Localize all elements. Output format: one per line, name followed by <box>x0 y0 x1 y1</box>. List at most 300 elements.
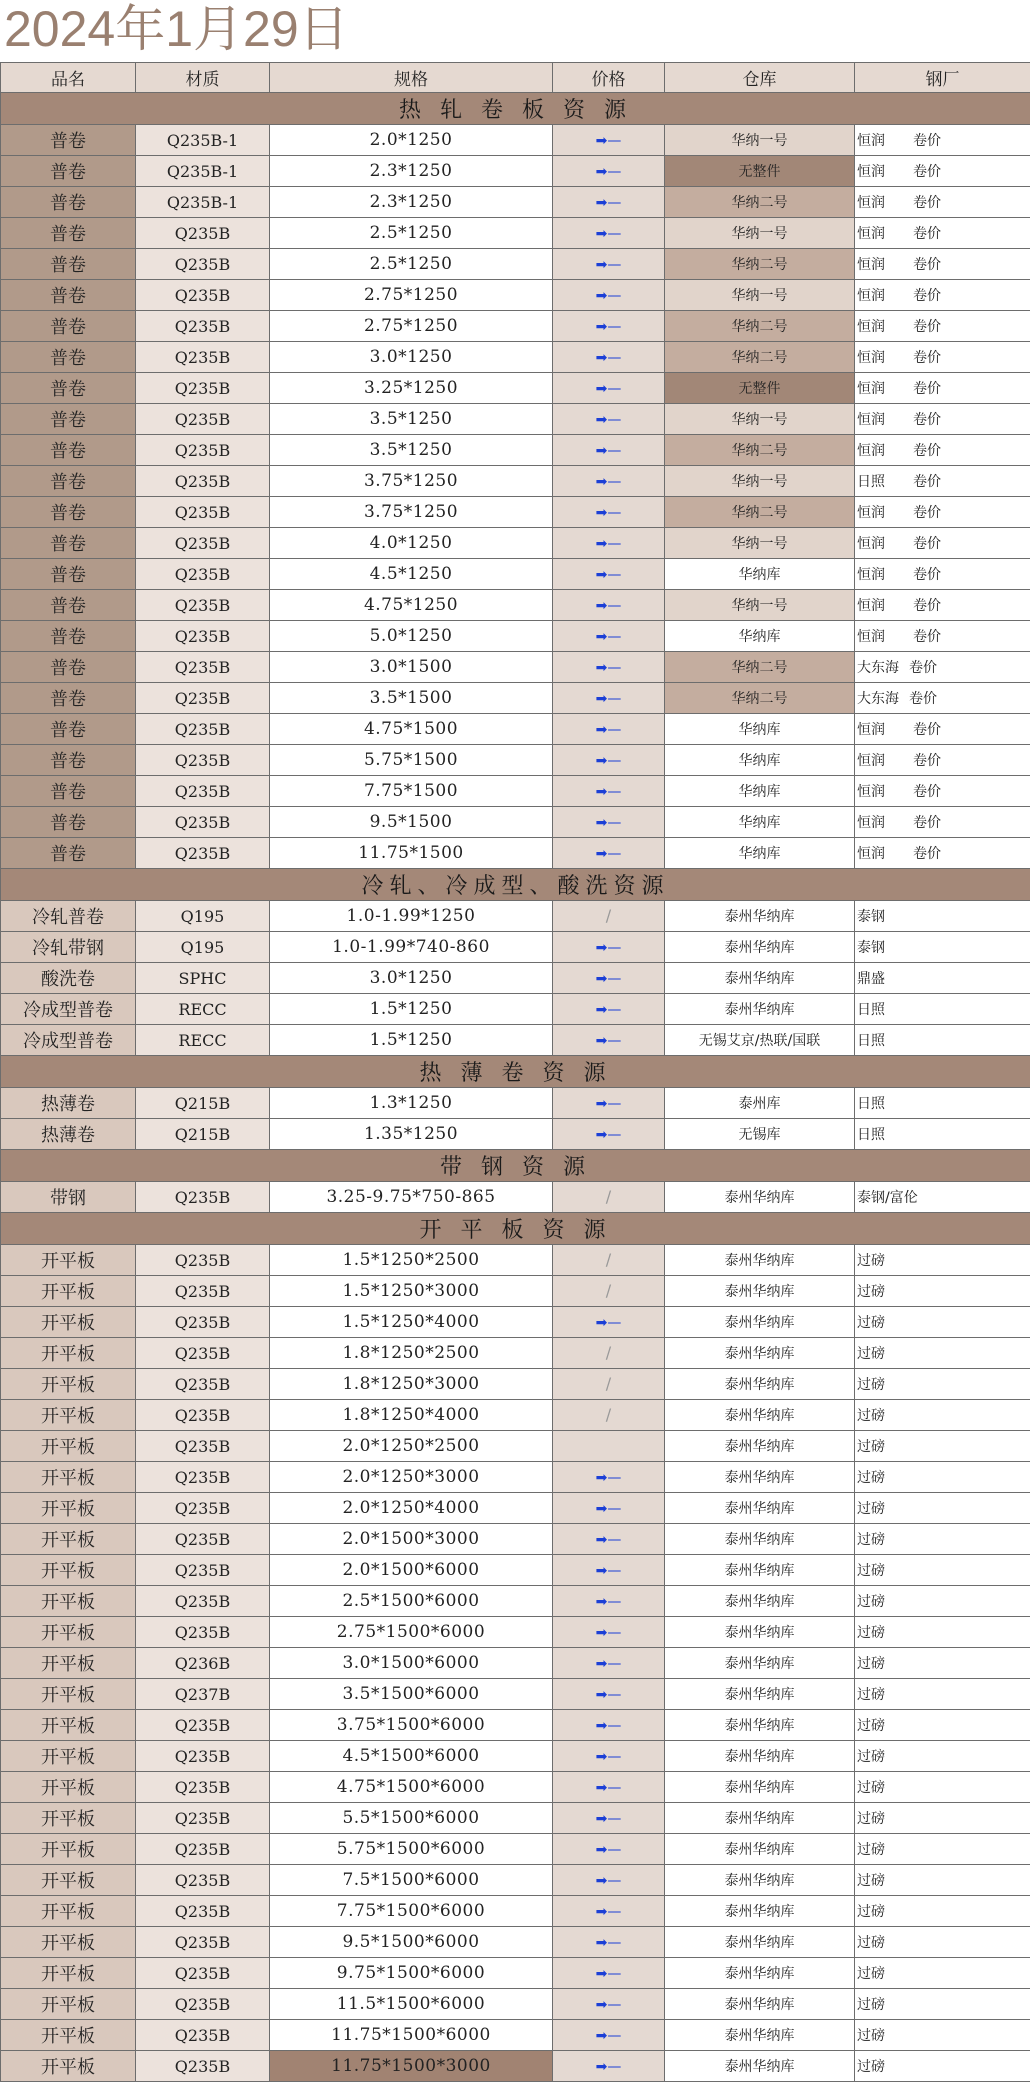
mill-cell <box>855 776 1030 807</box>
spec-cell: 11.75*1500*3000 <box>270 2051 553 2082</box>
table-row <box>1 1648 1030 1679</box>
warehouse-cell: 无锡艾京/热联/国联 <box>665 1025 855 1056</box>
arrow-right-icon: ➡ <box>596 288 608 304</box>
price-cell <box>553 1803 665 1834</box>
material-cell: Q235B <box>136 1958 270 1989</box>
price-basis: 卷价 <box>913 195 941 211</box>
warehouse-cell: 华纳一号 <box>665 528 855 559</box>
material-cell: Q235B <box>136 1927 270 1958</box>
material-cell: Q235B <box>136 559 270 590</box>
spec-cell: 3.0*1500*6000 <box>270 1648 553 1679</box>
table-row <box>1 1710 1030 1741</box>
mill-cell <box>855 1679 1030 1710</box>
product-name-cell: 开平板 <box>1 1338 136 1369</box>
material-cell: Q235B <box>136 807 270 838</box>
arrow-right-icon: ➡ <box>596 1033 608 1049</box>
warehouse-cell: 华纳二号 <box>665 249 855 280</box>
dash-icon: — <box>607 1687 621 1703</box>
warehouse-cell: 泰州华纳库 <box>665 1307 855 1338</box>
mill-cell <box>855 187 1030 218</box>
table-row <box>1 187 1030 218</box>
table-row <box>1 559 1030 590</box>
product-name-cell: 普卷 <box>1 683 136 714</box>
product-name-cell: 普卷 <box>1 342 136 373</box>
spec-cell: 7.5*1500*6000 <box>270 1865 553 1896</box>
arrow-right-icon: ➡ <box>596 164 608 180</box>
price-basis: 卷价 <box>913 288 941 304</box>
product-name-cell: 普卷 <box>1 621 136 652</box>
dash-icon: — <box>607 598 621 614</box>
warehouse-cell: 泰州华纳库 <box>665 1989 855 2020</box>
table-row <box>1 1025 1030 1056</box>
mill-cell <box>855 621 1030 652</box>
dash-icon: — <box>607 1127 621 1143</box>
warehouse-cell: 华纳二号 <box>665 435 855 466</box>
table-row <box>1 2051 1030 2082</box>
warehouse-cell: 泰州华纳库 <box>665 2020 855 2051</box>
mill-cell <box>855 1586 1030 1617</box>
product-name-cell: 普卷 <box>1 435 136 466</box>
mill-cell <box>855 1834 1030 1865</box>
mill-cell <box>855 838 1030 869</box>
warehouse-cell: 泰州华纳库 <box>665 1182 855 1213</box>
product-name-cell: 冷成型普卷 <box>1 1025 136 1056</box>
spec-cell: 1.8*1250*2500 <box>270 1338 553 1369</box>
material-cell: Q235B <box>136 714 270 745</box>
price-cell <box>553 714 665 745</box>
material-cell: Q235B <box>136 745 270 776</box>
spec-cell: 1.0-1.99*740-860 <box>270 932 553 963</box>
table-row <box>1 1462 1030 1493</box>
price-cell <box>553 1896 665 1927</box>
spec-cell: 11.75*1500 <box>270 838 553 869</box>
warehouse-cell: 泰州华纳库 <box>665 1586 855 1617</box>
material-cell: Q235B <box>136 311 270 342</box>
dash-icon: — <box>607 133 621 149</box>
header-cell-price: 价格 <box>553 63 665 93</box>
price-basis: 卷价 <box>913 815 941 831</box>
dash-icon: — <box>607 2059 621 2075</box>
dash-icon: — <box>607 629 621 645</box>
material-cell: Q235B <box>136 1276 270 1307</box>
mill-name: 恒润 <box>857 753 885 769</box>
warehouse-cell: 泰州华纳库 <box>665 1927 855 1958</box>
warehouse-cell: 泰州华纳库 <box>665 1741 855 1772</box>
spec-cell: 4.75*1250 <box>270 590 553 621</box>
spec-cell: 5.75*1500*6000 <box>270 1834 553 1865</box>
slash-icon: / <box>606 1187 611 1206</box>
dash-icon: — <box>607 505 621 521</box>
warehouse-cell: 华纳二号 <box>665 342 855 373</box>
mill-cell <box>855 1338 1030 1369</box>
material-cell: Q215B <box>136 1088 270 1119</box>
arrow-right-icon: ➡ <box>596 257 608 273</box>
arrow-right-icon: ➡ <box>596 381 608 397</box>
material-cell: Q235B <box>136 2051 270 2082</box>
price-cell <box>553 1338 665 1369</box>
arrow-right-icon: ➡ <box>596 1811 608 1827</box>
material-cell: Q235B <box>136 497 270 528</box>
material-cell: Q215B <box>136 1119 270 1150</box>
warehouse-cell: 华纳一号 <box>665 590 855 621</box>
table-row <box>1 1338 1030 1369</box>
warehouse-cell: 泰州华纳库 <box>665 1958 855 1989</box>
product-name-cell: 开平板 <box>1 1648 136 1679</box>
price-cell <box>553 1927 665 1958</box>
price-cell <box>553 1555 665 1586</box>
product-name-cell: 开平板 <box>1 2051 136 2082</box>
spec-cell: 1.0-1.99*1250 <box>270 901 553 932</box>
mill-cell <box>855 342 1030 373</box>
product-name-cell: 普卷 <box>1 187 136 218</box>
material-cell: Q235B <box>136 1369 270 1400</box>
price-cell <box>553 652 665 683</box>
mill-name: 过磅 <box>857 1904 885 1920</box>
spec-cell: 1.3*1250 <box>270 1088 553 1119</box>
price-cell <box>553 1400 665 1431</box>
price-basis: 卷价 <box>913 350 941 366</box>
mill-cell <box>855 1555 1030 1586</box>
price-cell <box>553 1648 665 1679</box>
mill-cell <box>855 1896 1030 1927</box>
spec-cell: 9.75*1500*6000 <box>270 1958 553 1989</box>
dash-icon: — <box>607 1904 621 1920</box>
material-cell: Q235B <box>136 466 270 497</box>
mill-name: 过磅 <box>857 2028 885 2044</box>
material-cell: Q235B-1 <box>136 125 270 156</box>
spec-cell: 1.8*1250*4000 <box>270 1400 553 1431</box>
table-row <box>1 1896 1030 1927</box>
table-row <box>1 1431 1030 1462</box>
mill-name: 恒润 <box>857 350 885 366</box>
warehouse-cell: 泰州华纳库 <box>665 1400 855 1431</box>
warehouse-cell: 华纳一号 <box>665 404 855 435</box>
arrow-right-icon: ➡ <box>596 784 608 800</box>
mill-name: 恒润 <box>857 226 885 242</box>
spec-cell: 3.5*1250 <box>270 404 553 435</box>
price-cell <box>553 497 665 528</box>
material-cell: Q235B <box>136 249 270 280</box>
table-row <box>1 621 1030 652</box>
material-cell: Q235B <box>136 342 270 373</box>
dash-icon: — <box>607 1625 621 1641</box>
price-cell <box>553 1462 665 1493</box>
price-cell <box>553 1989 665 2020</box>
table-row <box>1 1182 1030 1213</box>
mill-name: 大东海 <box>857 691 899 707</box>
warehouse-cell: 泰州华纳库 <box>665 1338 855 1369</box>
dash-icon: — <box>607 381 621 397</box>
price-basis: 卷价 <box>913 133 941 149</box>
material-cell: Q235B <box>136 2020 270 2051</box>
product-name-cell: 冷轧带钢 <box>1 932 136 963</box>
header-cell-warehouse: 仓库 <box>665 63 855 93</box>
product-name-cell: 普卷 <box>1 559 136 590</box>
spec-cell: 4.5*1250 <box>270 559 553 590</box>
material-cell: Q235B <box>136 838 270 869</box>
spec-cell: 1.5*1250 <box>270 994 553 1025</box>
mill-name: 日照 <box>857 1096 885 1112</box>
table-row <box>1 590 1030 621</box>
table-row <box>1 932 1030 963</box>
product-name-cell: 开平板 <box>1 1803 136 1834</box>
table-row <box>1 714 1030 745</box>
material-cell: Q235B <box>136 621 270 652</box>
warehouse-cell: 泰州华纳库 <box>665 901 855 932</box>
spec-cell: 2.0*1250*2500 <box>270 1431 553 1462</box>
arrow-right-icon: ➡ <box>596 815 608 831</box>
mill-cell <box>855 901 1030 932</box>
price-cell <box>553 1119 665 1150</box>
mill-name: 过磅 <box>857 1780 885 1796</box>
slash-icon: / <box>606 906 611 925</box>
spec-cell: 3.0*1250 <box>270 342 553 373</box>
warehouse-cell: 华纳库 <box>665 621 855 652</box>
product-name-cell: 普卷 <box>1 776 136 807</box>
dash-icon: — <box>607 567 621 583</box>
price-cell <box>553 1834 665 1865</box>
price-cell <box>553 1369 665 1400</box>
table-row <box>1 838 1030 869</box>
material-cell: Q235B <box>136 683 270 714</box>
mill-cell <box>855 311 1030 342</box>
mill-cell <box>855 404 1030 435</box>
spec-cell: 4.75*1500 <box>270 714 553 745</box>
section-title: 带 钢 资 源 <box>1 1150 1030 1182</box>
material-cell: Q235B <box>136 1710 270 1741</box>
product-name-cell: 普卷 <box>1 125 136 156</box>
mill-cell <box>855 932 1030 963</box>
material-cell: Q236B <box>136 1648 270 1679</box>
spec-cell: 3.75*1250 <box>270 497 553 528</box>
arrow-right-icon: ➡ <box>596 1687 608 1703</box>
warehouse-cell: 泰州华纳库 <box>665 1431 855 1462</box>
mill-name: 恒润 <box>857 846 885 862</box>
price-cell <box>553 994 665 1025</box>
spec-cell: 4.5*1500*6000 <box>270 1741 553 1772</box>
mill-name: 恒润 <box>857 784 885 800</box>
spec-cell: 3.75*1250 <box>270 466 553 497</box>
spec-cell: 9.5*1500*6000 <box>270 1927 553 1958</box>
mill-name: 过磅 <box>857 1656 885 1672</box>
price-basis: 卷价 <box>913 536 941 552</box>
dash-icon: — <box>607 1002 621 1018</box>
mill-cell <box>855 1400 1030 1431</box>
table-row <box>1 2020 1030 2051</box>
table-row <box>1 807 1030 838</box>
price-cell <box>553 435 665 466</box>
mill-cell <box>855 2051 1030 2082</box>
table-row <box>1 125 1030 156</box>
product-name-cell: 热薄卷 <box>1 1119 136 1150</box>
arrow-right-icon: ➡ <box>596 1470 608 1486</box>
price-cell <box>553 218 665 249</box>
mill-cell <box>855 1119 1030 1150</box>
warehouse-cell: 泰州华纳库 <box>665 1555 855 1586</box>
product-name-cell: 普卷 <box>1 714 136 745</box>
mill-cell <box>855 807 1030 838</box>
section-title: 冷轧、冷成型、酸洗资源 <box>1 869 1030 901</box>
warehouse-cell: 华纳二号 <box>665 497 855 528</box>
table-row <box>1 249 1030 280</box>
mill-name: 泰钢/富伦 <box>857 1190 918 1206</box>
arrow-right-icon: ➡ <box>596 691 608 707</box>
table-row <box>1 1865 1030 1896</box>
price-cell <box>553 1586 665 1617</box>
arrow-right-icon: ➡ <box>596 1997 608 2013</box>
dash-icon: — <box>607 753 621 769</box>
table-row <box>1 745 1030 776</box>
warehouse-cell: 华纳一号 <box>665 218 855 249</box>
table-row <box>1 1276 1030 1307</box>
material-cell: Q235B <box>136 776 270 807</box>
price-cell <box>553 1741 665 1772</box>
dash-icon: — <box>607 1997 621 2013</box>
price-basis: 卷价 <box>913 722 941 738</box>
price-basis: 卷价 <box>913 567 941 583</box>
table-row <box>1 1369 1030 1400</box>
warehouse-cell: 无整件 <box>665 373 855 404</box>
product-name-cell: 普卷 <box>1 404 136 435</box>
material-cell: RECC <box>136 1025 270 1056</box>
spec-cell: 1.5*1250 <box>270 1025 553 1056</box>
product-name-cell: 开平板 <box>1 1400 136 1431</box>
mill-cell <box>855 590 1030 621</box>
table-row <box>1 776 1030 807</box>
spec-cell: 3.0*1500 <box>270 652 553 683</box>
product-name-cell: 热薄卷 <box>1 1088 136 1119</box>
price-basis: 卷价 <box>913 381 941 397</box>
mill-cell <box>855 683 1030 714</box>
spec-cell: 2.5*1250 <box>270 249 553 280</box>
mill-name: 恒润 <box>857 629 885 645</box>
material-cell: Q235B <box>136 1400 270 1431</box>
mill-name: 过磅 <box>857 1284 885 1300</box>
arrow-right-icon: ➡ <box>596 1002 608 1018</box>
dash-icon: — <box>607 815 621 831</box>
arrow-right-icon: ➡ <box>596 846 608 862</box>
arrow-right-icon: ➡ <box>596 1966 608 1982</box>
slash-icon: / <box>606 1405 611 1424</box>
spec-cell: 11.75*1500*6000 <box>270 2020 553 2051</box>
table-row <box>1 1307 1030 1338</box>
arrow-right-icon: ➡ <box>596 753 608 769</box>
mill-name: 过磅 <box>857 1563 885 1579</box>
price-cell <box>553 1493 665 1524</box>
warehouse-cell: 泰州华纳库 <box>665 1896 855 1927</box>
mill-name: 过磅 <box>857 1346 885 1362</box>
mill-cell <box>855 1088 1030 1119</box>
arrow-right-icon: ➡ <box>596 443 608 459</box>
warehouse-cell: 华纳库 <box>665 776 855 807</box>
mill-cell <box>855 528 1030 559</box>
section-header-row <box>1 93 1030 125</box>
material-cell: Q235B <box>136 1896 270 1927</box>
section-header-row <box>1 869 1030 901</box>
warehouse-cell: 华纳二号 <box>665 311 855 342</box>
mill-cell <box>855 249 1030 280</box>
warehouse-cell: 泰州华纳库 <box>665 1772 855 1803</box>
mill-name: 过磅 <box>857 1439 885 1455</box>
arrow-right-icon: ➡ <box>596 629 608 645</box>
mill-cell <box>855 373 1030 404</box>
product-name-cell: 开平板 <box>1 2020 136 2051</box>
material-cell: Q235B <box>136 1493 270 1524</box>
mill-name: 恒润 <box>857 288 885 304</box>
price-cell <box>553 807 665 838</box>
product-name-cell: 开平板 <box>1 1369 136 1400</box>
table-row <box>1 1772 1030 1803</box>
table-row <box>1 1617 1030 1648</box>
mill-cell <box>855 1307 1030 1338</box>
table-row <box>1 280 1030 311</box>
slash-icon: / <box>606 1374 611 1393</box>
material-cell: Q235B <box>136 1462 270 1493</box>
mill-cell <box>855 1182 1030 1213</box>
warehouse-cell: 泰州华纳库 <box>665 932 855 963</box>
dash-icon: — <box>607 1033 621 1049</box>
arrow-right-icon: ➡ <box>596 1935 608 1951</box>
price-basis: 卷价 <box>913 443 941 459</box>
product-name-cell: 普卷 <box>1 156 136 187</box>
spec-cell: 5.0*1250 <box>270 621 553 652</box>
price-cell <box>553 1958 665 1989</box>
mill-cell <box>855 2020 1030 2051</box>
mill-name: 恒润 <box>857 257 885 273</box>
material-cell: Q235B <box>136 1555 270 1586</box>
price-basis: 卷价 <box>913 753 941 769</box>
price-cell <box>553 559 665 590</box>
price-cell <box>553 838 665 869</box>
table-row <box>1 435 1030 466</box>
product-name-cell: 普卷 <box>1 280 136 311</box>
product-name-cell: 开平板 <box>1 1493 136 1524</box>
mill-cell <box>855 1741 1030 1772</box>
mill-name: 过磅 <box>857 1625 885 1641</box>
product-name-cell: 开平板 <box>1 1679 136 1710</box>
header-cell-name: 品名 <box>1 63 136 93</box>
steel-resource-table <box>0 62 1030 2082</box>
mill-name: 过磅 <box>857 1594 885 1610</box>
dash-icon: — <box>607 536 621 552</box>
mill-cell <box>855 156 1030 187</box>
slash-icon: / <box>606 1281 611 1300</box>
header-cell-spec: 规格 <box>270 63 553 93</box>
price-cell <box>553 1524 665 1555</box>
dash-icon: — <box>607 1096 621 1112</box>
material-cell: Q235B <box>136 528 270 559</box>
mill-cell <box>855 559 1030 590</box>
warehouse-cell: 泰州华纳库 <box>665 1524 855 1555</box>
dash-icon: — <box>607 1966 621 1982</box>
product-name-cell: 冷成型普卷 <box>1 994 136 1025</box>
mill-name: 过磅 <box>857 1501 885 1517</box>
table-row <box>1 1493 1030 1524</box>
spec-cell: 3.0*1250 <box>270 963 553 994</box>
spec-cell: 2.75*1250 <box>270 280 553 311</box>
product-name-cell: 开平板 <box>1 1865 136 1896</box>
mill-cell <box>855 1710 1030 1741</box>
material-cell: Q235B <box>136 1182 270 1213</box>
product-name-cell: 开平板 <box>1 1524 136 1555</box>
arrow-right-icon: ➡ <box>596 1625 608 1641</box>
mill-name: 过磅 <box>857 1532 885 1548</box>
mill-name: 过磅 <box>857 1749 885 1765</box>
mill-cell <box>855 994 1030 1025</box>
section-header-row <box>1 1150 1030 1182</box>
dash-icon: — <box>607 474 621 490</box>
header-row <box>1 63 1030 93</box>
